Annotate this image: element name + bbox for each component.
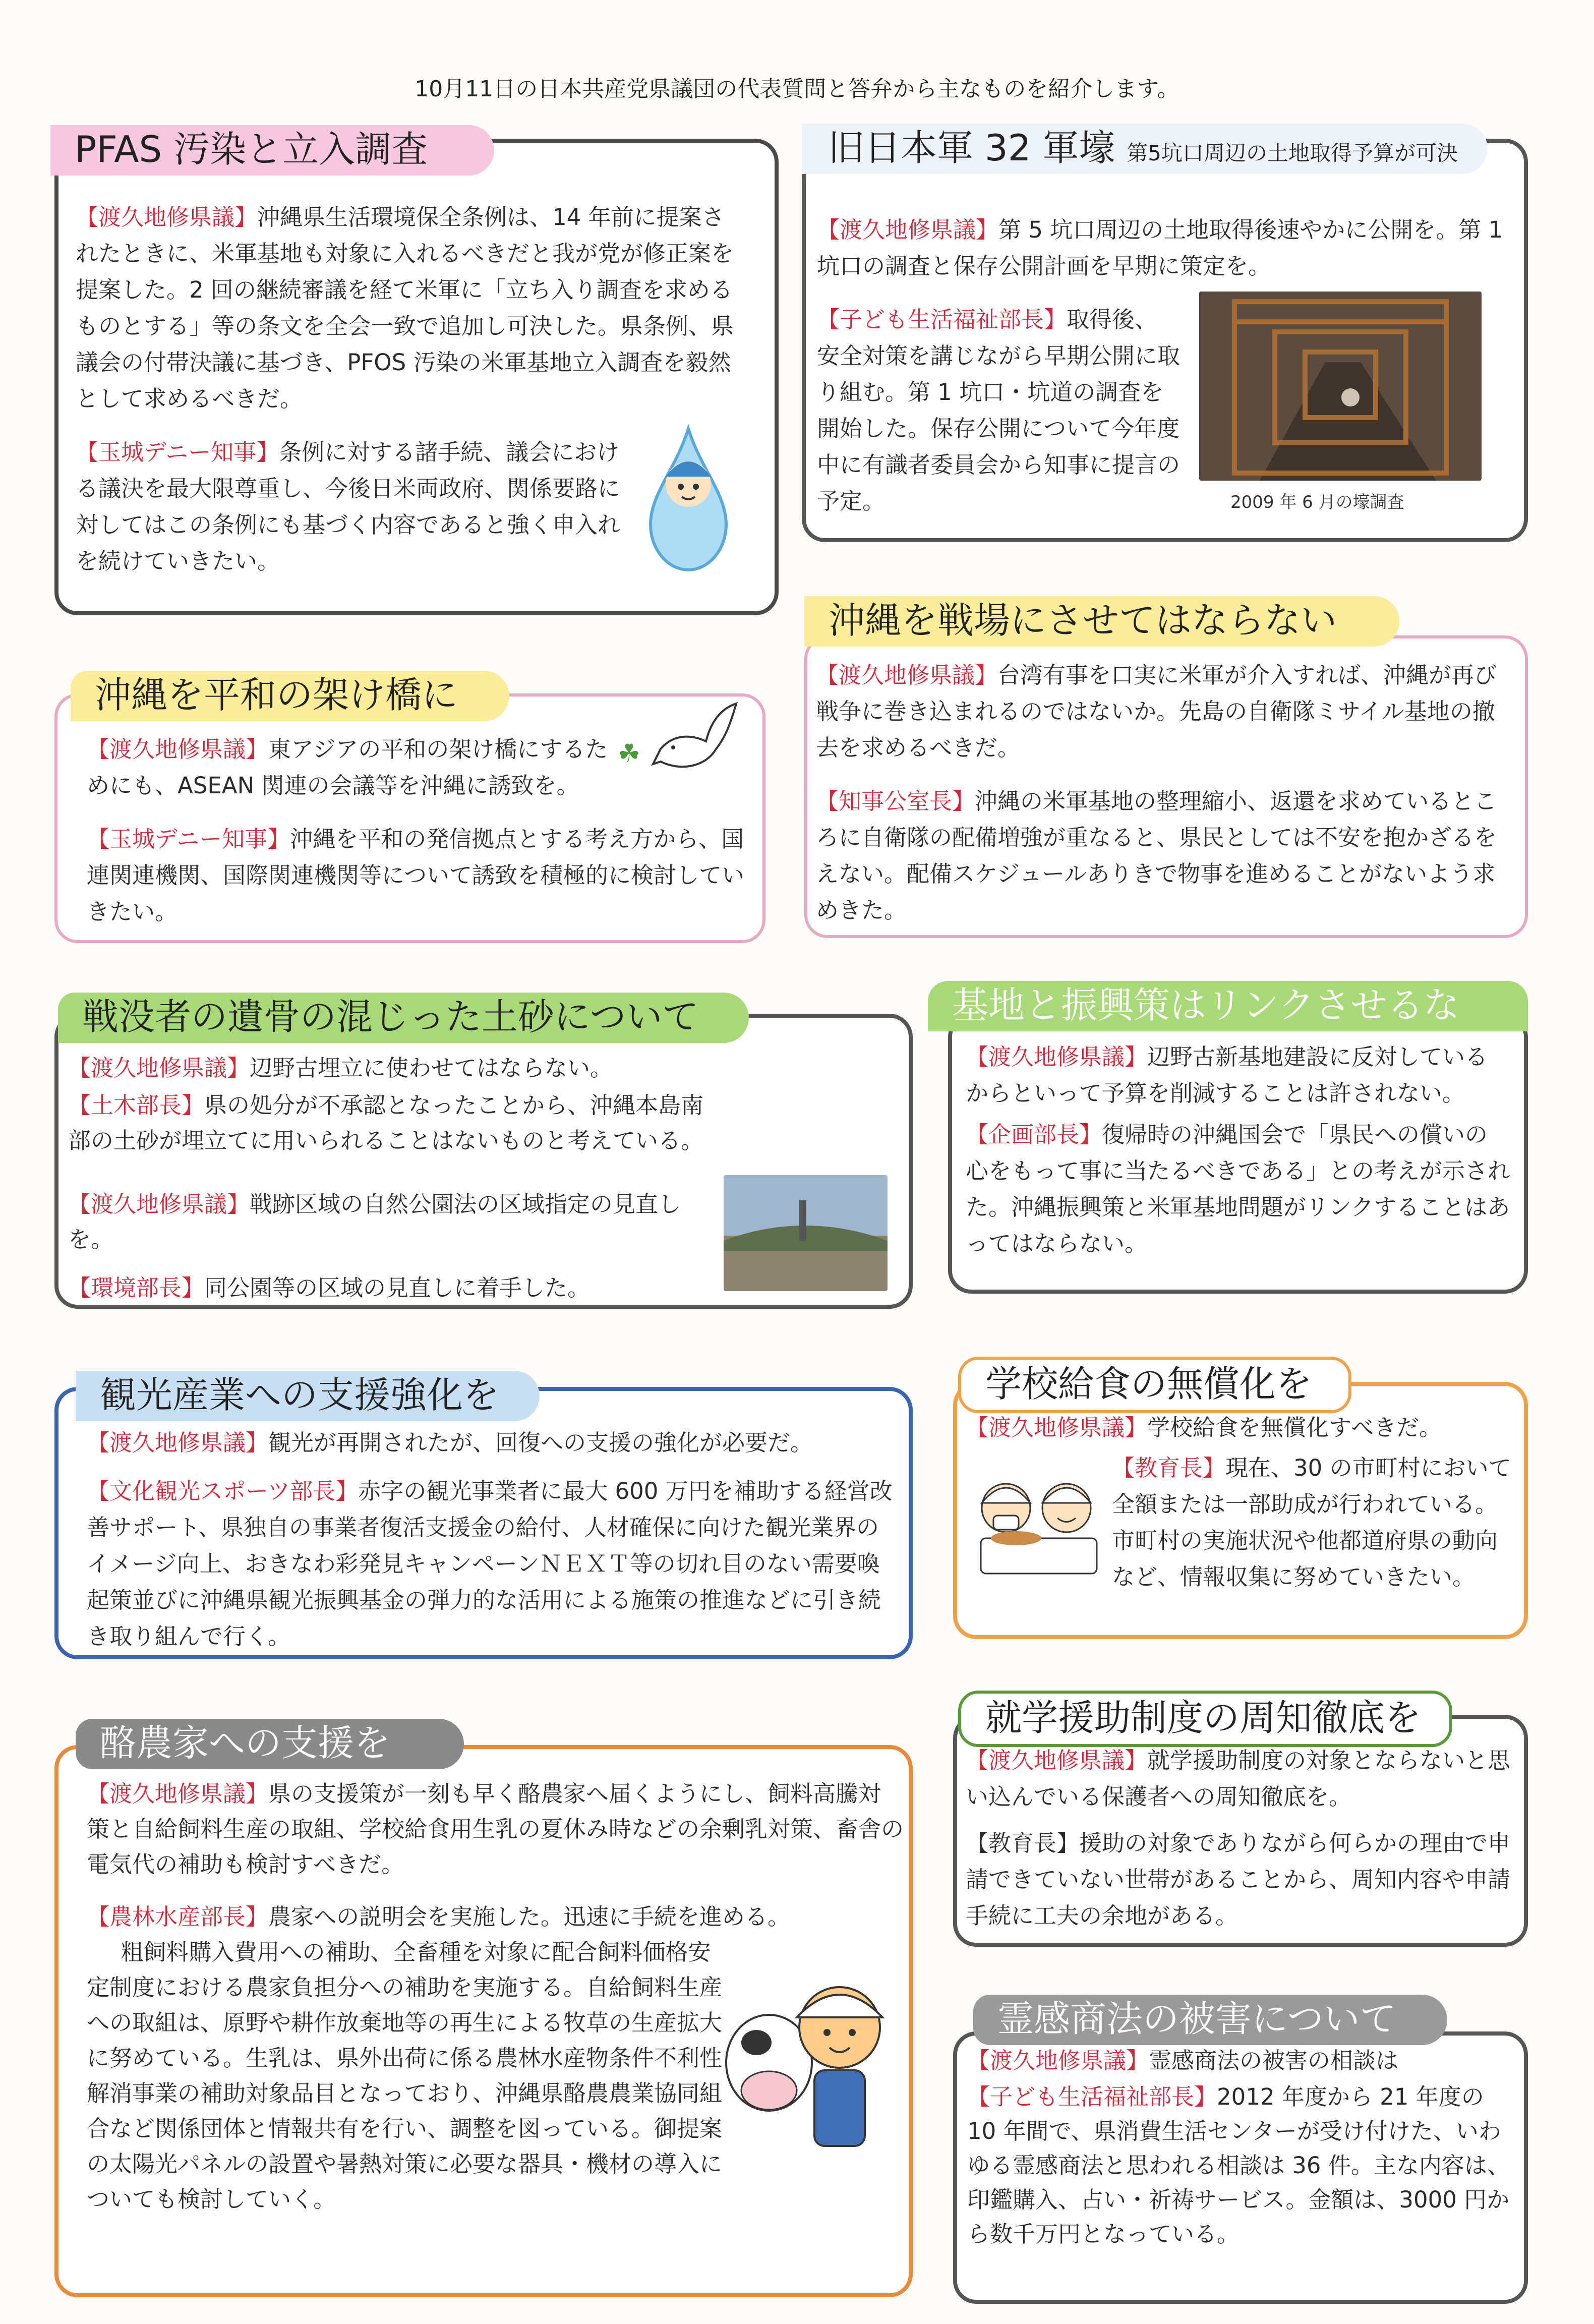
kyushoku-item-2 — [1112, 1450, 1515, 1595]
heiwa-item-2 — [87, 821, 752, 930]
water-drop-mascot-icon — [640, 424, 736, 575]
statement: 沖縄の米軍基地の整理縮小、返還を求めているところに自衛隊の配備増強が重なると、県民としては不安を抱かざるをえない。配備スケジュールありきで物事を進めることがないよう求めきた。 — [816, 788, 1497, 923]
speaker: 【渡久地修県議】 — [68, 1055, 250, 1081]
section-gou-subtitle: 第5坑口周辺の土地取得予算が可決 — [1127, 141, 1458, 165]
section-shugaku-title: 就学援助制度の周知徹底を — [958, 1691, 1452, 1747]
statement: 現在、30 の市町村において全額または一部助成が行われている。市町村の実施状況や他都道府県の動向など、情報収集に努めていきたい。 — [1112, 1455, 1511, 1590]
kanko-item-2 — [87, 1473, 899, 1655]
kichi-item-1 — [966, 1039, 1510, 1112]
rakuno-item-1 — [87, 1776, 904, 1882]
section-kyushoku-title: 学校給食の無償化を — [958, 1357, 1351, 1413]
section-senjo-body — [816, 657, 1512, 946]
shugaku-item-1 — [966, 1742, 1518, 1815]
speaker: 【子ども生活福祉部長】 — [817, 306, 1067, 333]
speaker: 【渡久地修県議】 — [966, 1747, 1148, 1774]
section-shugaku-body — [966, 1742, 1518, 1951]
speaker: 【教育長】 — [1112, 1455, 1226, 1481]
section-heiwa-title: 沖縄を平和の架け橋に — [71, 671, 509, 721]
section-reikan-body — [967, 2044, 1517, 2269]
kyushoku-item-1 — [966, 1410, 1515, 1446]
speaker: 【渡久地修県議】 — [966, 1414, 1148, 1441]
speaker: 【教育長】 — [966, 1830, 1080, 1856]
rakuno-item-2 — [87, 1899, 904, 1935]
speaker: 【渡久地修県議】 — [966, 1043, 1148, 1070]
statement: 学校給食を無償化すべきだ。 — [1147, 1414, 1442, 1441]
speaker: 【企画部長】 — [966, 1121, 1102, 1148]
rakuno-item-3 — [87, 1935, 727, 2217]
ikotsu-item-2 — [68, 1088, 719, 1158]
speaker: 【渡久地修県議】 — [87, 1429, 269, 1456]
statement: 霊感商法の被害の相談は — [1149, 2047, 1399, 2074]
children-lunch-icon — [971, 1468, 1102, 1584]
speaker: 【環境部長】 — [68, 1274, 205, 1301]
speaker: 【子ども生活福祉部長】 — [967, 2083, 1217, 2110]
speaker: 【渡久地修県議】 — [87, 1780, 269, 1807]
statement: 第 5 坑口周辺の土地取得後速やかに公開を。第 1 坑口の調査と保存公開計画を早期に策定を。 — [817, 216, 1503, 279]
heiwa-item-1 — [87, 731, 616, 804]
speaker: 【玉城デニー知事】 — [76, 439, 279, 466]
gou-item-2 — [817, 302, 1180, 519]
reikan-item-2 — [967, 2080, 1517, 2251]
section-kanko-body — [87, 1425, 899, 1672]
statement: 東アジアの平和の架け橋にするためにも、ASEAN 関連の会議等を沖縄に誘致を。 — [87, 736, 608, 799]
speaker: 【渡久地修県議】 — [87, 736, 269, 763]
section-pfas-title: PFAS 汚染と立入調査 — [50, 125, 494, 176]
statement: 台湾有事を口実に米軍が介入すれば、沖縄が再び戦争に巻き込まれるのではないか。先島の自衛隊ミサイル基地の撤去を求めるべきだ。 — [816, 662, 1497, 761]
page-header: 10月11日の日本共産党県議団の代表質問と答弁から主なものを紹介します。 — [415, 76, 1179, 102]
kichi-item-2 — [966, 1117, 1510, 1262]
section-ikotsu-title: 戦没者の遺骨の混じった土砂について — [58, 993, 749, 1043]
section-rakuno-title: 酪農家への支援を — [76, 1719, 464, 1769]
section-kichi-body — [966, 1039, 1510, 1279]
statement: 沖縄県生活環境保全条例は、14 年前に提案されたときに、米軍基地も対象に入れるべきだと我が党が修正案を提案した。2 回の継続審議を経て米軍に「立ち入り調査を求めるものとする」等の条文を全会一致で追加し可決した。県条例、県議会の付帯決議に基づき、PFOS 汚染の米軍基地立入調査を毅然として求めるべきだ。 — [76, 204, 734, 412]
statement: 辺野古埋立に使わせてはならない。 — [250, 1055, 613, 1081]
section-kanko-title: 観光産業への支援強化を — [76, 1371, 540, 1421]
section-ikotsu-body — [68, 1051, 719, 1323]
gou-item-1 — [817, 212, 1513, 284]
senjo-item-1 — [816, 657, 1512, 766]
shugaku-item-2 — [966, 1825, 1518, 1934]
statement: 辺野古新基地建設に反対しているからといって予算を削減することは許されない。 — [966, 1043, 1488, 1107]
bunker-photo — [1199, 292, 1482, 481]
ikotsu-item-1 — [68, 1051, 719, 1086]
speaker: 【文化観光スポーツ部長】 — [87, 1478, 359, 1504]
section-kichi-title: 基地と振興策はリンクさせるな — [928, 981, 1528, 1031]
statement: 条例に対する諸手続、議会における議決を最大限尊重し、今後日米両政府、関係要路に対してはこの条例にも基づく内容であると強く申入れを続けていきたい。 — [76, 439, 621, 574]
statement: 取得後、安全対策を講じながら早期公開に取り組む。第 1 坑口・坑道の調査を開始した。保存公開について今年度中に有識者委員会から知事に提言の予定。 — [817, 306, 1180, 514]
kanko-item-1 — [87, 1425, 899, 1461]
statement: 県の支援策が一刻も早く酪農家へ届くようにし、飼料高騰対策と自給飼料生産の取組、学校給食用生乳の夏休み時などの余剰乳対策、畜舎の電気代の補助も検討すべきだ。 — [87, 1780, 904, 1878]
pfas-item-1 — [76, 199, 741, 417]
reikan-item-1 — [967, 2044, 1517, 2078]
speaker: 【渡久地修県議】 — [816, 662, 998, 688]
senjo-item-2 — [816, 783, 1512, 928]
ikotsu-item-3 — [68, 1187, 719, 1257]
section-senjo-title: 沖縄を戦場にさせてはならない — [804, 596, 1399, 647]
bunker-photo-caption: 2009 年 6 月の壕調査 — [1230, 492, 1404, 512]
cow-farmer-icon — [721, 1967, 893, 2159]
clover-icon: ☘ — [618, 739, 640, 768]
statement: 戦跡区域の自然公園法の区域指定の見直しを。 — [68, 1191, 681, 1253]
statement: 沖縄を平和の発信拠点とする考え方から、国連関連機関、国際関連機関等について誘致を積極的に検討していきたい。 — [87, 826, 745, 925]
statement: 同公園等の区域の見直しに着手した。 — [204, 1274, 591, 1301]
statement: 農家への説明会を実施した。迅速に手続を進める。 — [268, 1903, 791, 1930]
statement: 援助の対象でありながら何らかの理由で申請できていない世帯があることから、周知内容や申請手続に工夫の余地がある。 — [966, 1830, 1511, 1929]
speaker: 【渡久地修県議】 — [76, 204, 258, 230]
memorial-photo — [724, 1175, 888, 1291]
section-gou-title-text: 旧日本軍 32 軍壕 — [828, 127, 1115, 169]
speaker: 【土木部長】 — [68, 1092, 205, 1119]
section-reikan-title: 霊感商法の被害について — [973, 1995, 1447, 2045]
ikotsu-item-4 — [68, 1270, 719, 1306]
speaker: 【渡久地修県議】 — [967, 2047, 1149, 2074]
section-gou-title — [802, 124, 1488, 174]
dove-icon — [651, 701, 741, 777]
speaker: 【農林水産部長】 — [87, 1903, 269, 1930]
statement: 赤字の観光事業者に最大 600 万円を補助する経営改善サポート、県独自の事業者復活支援金の給付、人材確保に向けた観光業界のイメージ向上、おきなわ彩発見キャンペーンＮＥＸＴ等の切れ目のない需要喚起策並びに沖縄県観光振興基金の弾力的な活用による施策の推進などに引き続き取り組んで行く。 — [87, 1478, 893, 1650]
pfas-item-2 — [76, 434, 625, 579]
speaker: 【渡久地修県議】 — [68, 1191, 250, 1217]
speaker: 【知事公室長】 — [816, 788, 975, 815]
statement: 就学援助制度の対象とならないと思い込んでいる保護者への周知徹底を。 — [966, 1747, 1511, 1810]
speaker: 【玉城デニー知事】 — [87, 826, 290, 852]
statement: 粗飼料購入費用への補助、全畜種を対象に配合飼料価格安定制度における農家負担分への補助を実施する。自給飼料生産への取組は、原野や耕作放棄地等の再生による牧草の生産拡大に努めている。生乳は、県外出荷に係る農林水産物条件不利性解消事業の補助対象品目となっており、沖縄県酪農農業協同組合など関係団体と情報共有を行い、調整を図っている。御提案の太陽光パネルの設置や暑熱対策に必要な器具・機材の導入についても検討していく。 — [87, 1939, 723, 2213]
statement: 復帰時の沖縄国会で「県民への償いの心をもって事に当たるべきである」との考えが示された。沖縄振興策と米軍基地問題がリンクすることはあってはならない。 — [966, 1121, 1511, 1257]
statement: 県の処分が不承認となったことから、沖縄本島南部の土砂が埋立てに用いられることはないものと考えている。 — [68, 1092, 704, 1154]
speaker: 【渡久地修県議】 — [817, 216, 999, 243]
statement: 2012 年度から 21 年度の 10 年間で、県消費生活センターが受け付けた、いわゆる霊感商法と思われる相談は 36 件。主な内容は、印鑑購入、占い・祈祷サービス。金額は、3000 円から数千万円となっている。 — [967, 2083, 1510, 2247]
statement: 観光が再開されたが、回復への支援の強化が必要だ。 — [268, 1429, 813, 1456]
